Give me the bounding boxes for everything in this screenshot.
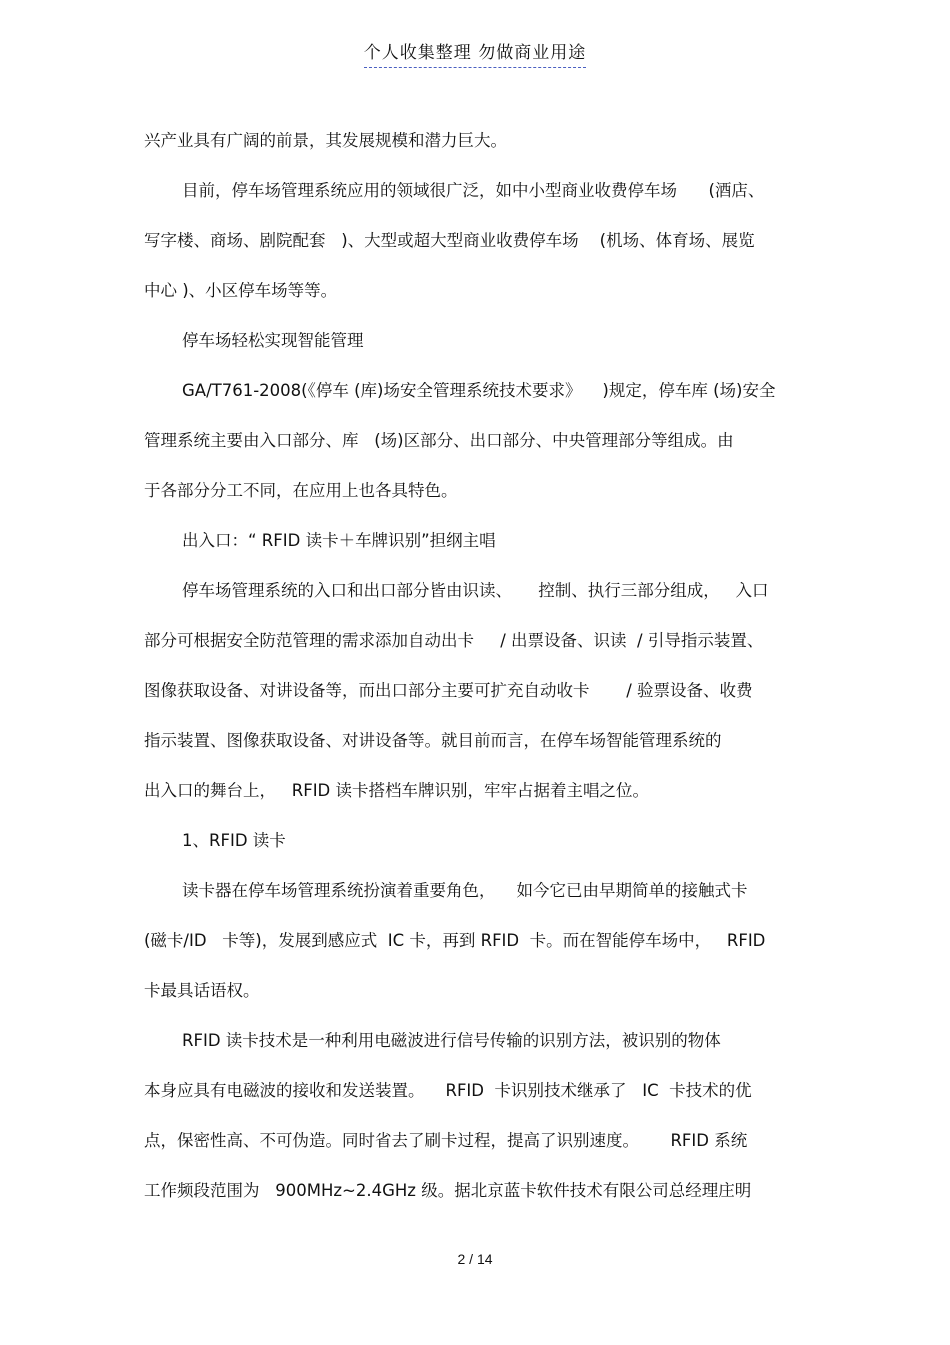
text-line: GA/T761-2008(《停车 (库)场安全管理系统技术要求》 )规定，停车库 (场)安全 [182,381,776,400]
text-line: 图像获取设备、对讲设备等，而出口部分主要可扩充自动收卡 / 验票设备、收费 [144,681,753,700]
text-line: RFID 读卡技术是一种利用电磁波进行信号传输的识别方法，被识别的物体 [182,1031,721,1050]
text-line: 部分可根据安全防范管理的需求添加自动出卡 / 出票设备、识读 / 引导指示装置、 [144,631,764,650]
document-body [144,121,810,1221]
text-line: (磁卡/ID 卡等)，发展到感应式 IC 卡，再到 RFID 卡。而在智能停车场中， RFID [144,931,766,950]
text-line: 管理系统主要由入口部分、库 (场)区部分、出口部分、中央管理部分等组成。由 [144,431,734,450]
text-line: 出入口的舞台上， RFID 读卡搭档车牌识别，牢牢占据着主唱之位。 [144,781,650,800]
text-line: 卡最具话语权。 [144,981,260,1000]
text-line: 中心 )、小区停车场等等。 [144,281,338,300]
header-watermark-text: 个人收集整理 勿做商业用途 [364,38,586,68]
text-line: 写字楼、商场、剧院配套 )、大型或超大型商业收费停车场 (机场、体育场、展览 [144,231,755,250]
text-line: 点，保密性高、不可伪造。同时省去了刷卡过程，提高了识别速度。 RFID 系统 [144,1131,748,1150]
text-line: 1、RFID 读卡 [182,831,286,850]
text-line: 指示装置、图像获取设备、对讲设备等。就目前而言，在停车场智能管理系统的 [144,731,722,750]
text-line: 读卡器在停车场管理系统扮演着重要角色， 如今它已由早期简单的接触式卡 [182,881,748,900]
text-line: 出入口：“ RFID 读卡＋车牌识别”担纲主唱 [182,531,496,550]
text-line: 停车场轻松实现智能管理 [182,331,364,350]
text-line: 兴产业具有广阔的前景，其发展规模和潜力巨大。 [144,131,507,150]
text-line: 本身应具有电磁波的接收和发送装置。 RFID 卡识别技术继承了 IC 卡技术的优 [144,1081,752,1100]
page-number: 2 / 14 [457,1251,493,1267]
text-line: 于各部分分工不同，在应用上也各具特色。 [144,481,458,500]
text-line: 目前，停车场管理系统应用的领域很广泛，如中小型商业收费停车场 (酒店、 [182,181,765,200]
text-line: 停车场管理系统的入口和出口部分皆由识读、 控制、执行三部分组成， 入口 [182,581,769,600]
page-header [0,38,950,68]
text-line: 工作频段范围为 900MHz~2.4GHz 级。据北京蓝卡软件技术有限公司总经理庄明 [144,1181,752,1200]
